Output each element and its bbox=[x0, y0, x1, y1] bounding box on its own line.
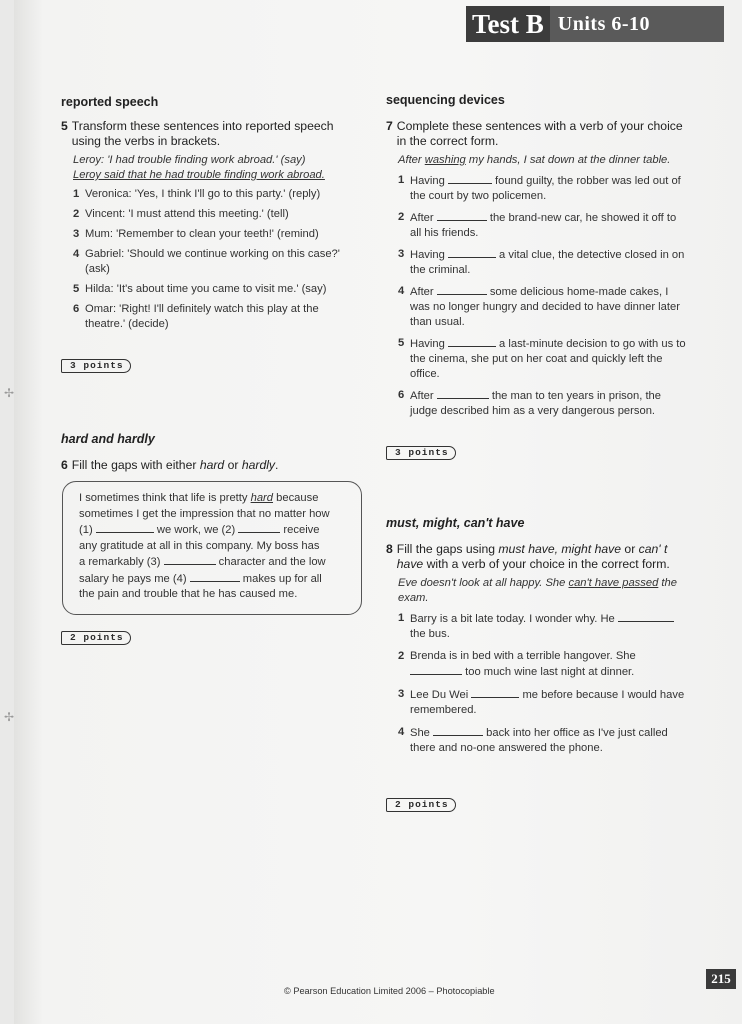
points-badge: 2 points bbox=[61, 627, 131, 645]
item-list bbox=[386, 173, 686, 419]
list-item: 4 She back into her office as I've just called there and no-one answered the phone. bbox=[398, 726, 668, 754]
page-number: 215 bbox=[706, 969, 736, 989]
gap-field[interactable] bbox=[448, 247, 496, 258]
paragraph-text: I sometimes think that life is pretty hard because sometimes I get the impression that no matter how (1) we work, we (2) receive any gratitude at all in this company. My boss has a remarkably (3) character and the low salary he pays me (4) makes up for all the pain and trouble that he has caused me. bbox=[79, 492, 330, 600]
section-title: reported speech bbox=[61, 95, 159, 109]
list-item: 5 Having a last-minute decision to go with us to the cinema, she put on her coat and quickly left the office. bbox=[398, 337, 686, 380]
gap-field[interactable] bbox=[437, 388, 489, 399]
exercise-instruction: 6 Fill the gaps with either hard or hardly. bbox=[61, 458, 279, 472]
item-list bbox=[386, 611, 686, 756]
section-title: must, might, can't have bbox=[386, 516, 525, 530]
section-5 bbox=[61, 95, 361, 332]
list-item: 1 Barry is a bit late today. I wonder why. He the bus. bbox=[398, 611, 686, 642]
points-badge: 3 points bbox=[386, 442, 456, 460]
section-7 bbox=[386, 93, 686, 419]
gap-field[interactable] bbox=[471, 687, 519, 698]
list-item: 1 Having found guilty, the robber was led out of the court by two policemen. bbox=[398, 174, 681, 202]
list-item: 5 Hilda: 'It's about time you came to visit me.' (say) bbox=[73, 283, 327, 295]
list-item: 6 After the man to ten years in prison, the judge described him as a very dangerous person. bbox=[398, 389, 661, 417]
item-list bbox=[61, 187, 361, 332]
example-answer: Leroy said that he had trouble finding work abroad. bbox=[73, 169, 325, 181]
list-item: 3 Mum: 'Remember to clean your teeth!' (remind) bbox=[73, 228, 319, 240]
exercise-number: 5 bbox=[61, 119, 68, 133]
exercise-instruction: 7 Complete these sentences with a verb of your choice in the correct form. bbox=[386, 119, 683, 148]
list-item: 2 Brenda is in bed with a terrible hangover. She too much wine last night at dinner. bbox=[398, 650, 636, 678]
exercise-instruction: 8 Fill the gaps using must have, might have or can' t have with a verb of your choice in the correct form. bbox=[386, 542, 670, 571]
list-item: 4 After some delicious home-made cakes, I was no longer hungry and decided to have dinner later than usual. bbox=[398, 285, 680, 328]
gap-field[interactable] bbox=[96, 522, 154, 533]
worksheet-page bbox=[14, 0, 742, 1024]
test-header bbox=[466, 6, 724, 42]
points-badge: 3 points bbox=[61, 355, 131, 373]
gap-field[interactable] bbox=[164, 554, 216, 565]
punch-hole-mark: ✢ bbox=[4, 710, 15, 724]
section-title: sequencing devices bbox=[386, 93, 505, 107]
gap-field[interactable] bbox=[437, 284, 487, 295]
list-item: 3 Lee Du Wei me before because I would have remembered. bbox=[398, 688, 685, 716]
gap-field[interactable] bbox=[618, 611, 674, 622]
units-label: Units 6-10 bbox=[557, 12, 651, 35]
list-item: 6 Omar: 'Right! I'll definitely watch this play at the theatre.' (decide) bbox=[73, 303, 319, 330]
gap-field[interactable] bbox=[433, 725, 483, 736]
points-badge: 2 points bbox=[386, 794, 456, 812]
list-item: 1 Veronica: 'Yes, I think I'll go to this party.' (reply) bbox=[73, 188, 321, 200]
list-item: 3 Having a vital clue, the detective closed in on the criminal. bbox=[398, 248, 685, 276]
exercise-instruction bbox=[61, 119, 361, 149]
exercise-number: 7 bbox=[386, 119, 393, 133]
gap-field[interactable] bbox=[448, 173, 492, 184]
list-item: 4 Gabriel: 'Should we continue working on this case?' (ask) bbox=[73, 248, 340, 275]
copyright-footer: © Pearson Education Limited 2006 – Photocopiable bbox=[284, 986, 495, 996]
example-prompt: Leroy: 'I had trouble finding work abroad.' (say) bbox=[73, 154, 306, 166]
gap-field[interactable] bbox=[410, 664, 462, 675]
punch-hole-mark: ✢ bbox=[4, 386, 15, 400]
test-label: Test B bbox=[466, 6, 550, 42]
list-item: 2 Vincent: 'I must attend this meeting.' (tell) bbox=[73, 208, 289, 220]
section-6 bbox=[61, 432, 361, 473]
gap-fill-textbox bbox=[62, 481, 362, 615]
example-sentence: After washing my hands, I sat down at the dinner table. bbox=[398, 154, 671, 166]
section-title: hard and hardly bbox=[61, 432, 155, 446]
list-item: 2 After the brand-new car, he showed it off to all his friends. bbox=[398, 211, 677, 239]
exercise-number: 8 bbox=[386, 542, 393, 556]
gap-field[interactable] bbox=[437, 210, 487, 221]
exercise-number: 6 bbox=[61, 458, 68, 472]
instruction-text: Transform these sentences into reported speech using the verbs in brackets. bbox=[71, 119, 334, 148]
gap-field[interactable] bbox=[190, 571, 240, 582]
gap-field[interactable] bbox=[238, 522, 280, 533]
gap-field[interactable] bbox=[448, 336, 496, 347]
example-sentence: Eve doesn't look at all happy. She can't have passed the exam. bbox=[398, 577, 677, 604]
section-8 bbox=[386, 516, 686, 756]
